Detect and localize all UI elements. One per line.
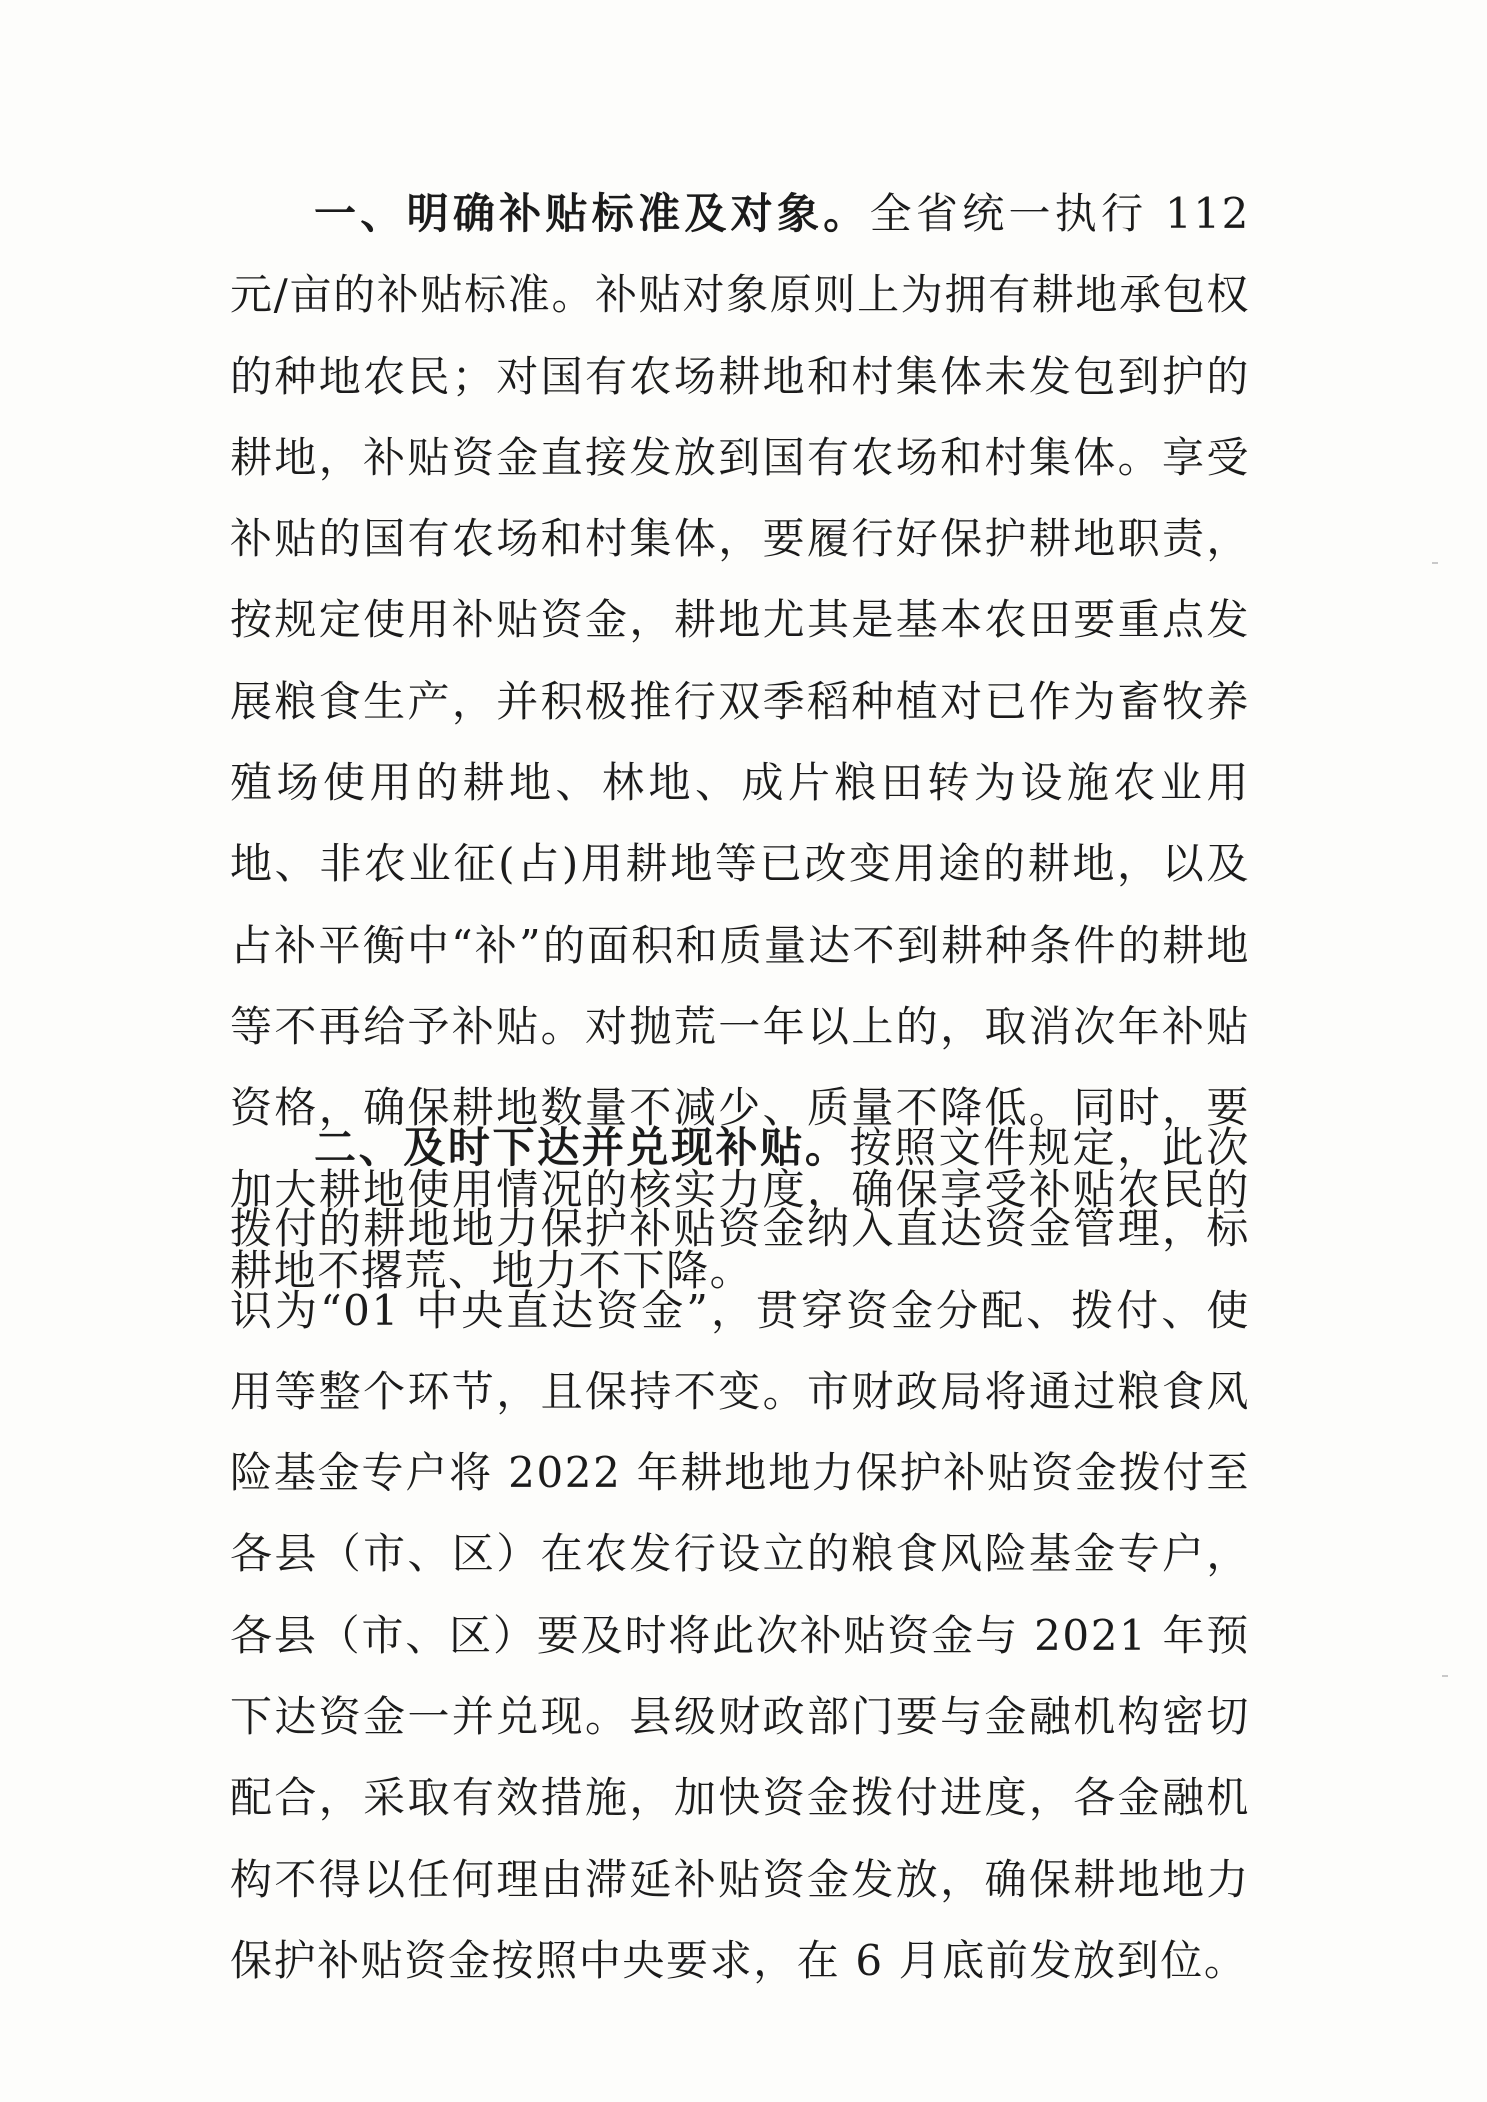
section-body: 全省统一执行 112 元/亩的补贴标准。补贴对象原则上为拥有耕地承包权的种地农民；对国有农场耕地和村集体未发包到护的耕地，补贴资金直接发放到国有农场和村集体。享受补贴的国有农场和村集体，要履行好保护耕地职责，按规定使用补贴资金，耕地尤其是基本农田要重点发展粮食生产，并积极推行双季稻种植对已作为畜牧养殖场使用的耕地、林地、成片粮田转为设施农业用地、非农业征(占)用耕地等已改变用途的耕地，以及占补平衡中“补”的面积和质量达不到耕种条件的耕地等不再给予补贴。对抛荒一年以上的，取消次年补贴资格，确保耕地数量不减少、质量不降低。同时，要加大耕地使用情况的核实力度，确保享受补贴农民的耕地不撂荒、地力不下降。 [230, 189, 1250, 1295]
scan-speck [1442, 1675, 1448, 1677]
section-paragraph [230, 1107, 1250, 2001]
section-body: 按照文件规定，此次拨付的耕地地力保护补贴资金纳入直达资金管理，标识为“01 中央直达资金”，贯穿资金分配、拨付、使用等整个环节，且保持不变。市财政局将通过粮食风险基金专户将 2022 年耕地地力保护补贴资金拨付至各县（市、区）在农发行设立的粮食风险基金专户，各县（市、区）要及时将此次补贴资金与 2021 年预下达资金一并兑现。县级财政部门要与金融机构密切配合，采取有效措施，加快资金拨付进度，各金融机构不得以任何理由滞延补贴资金发放，确保耕地地力保护补贴资金按照中央要求，在 6 月底前发放到位。 [230, 1123, 1250, 1985]
scan-speck [1432, 562, 1438, 564]
section-heading: 二、及时下达并兑现补贴。 [314, 1123, 850, 1172]
section-heading: 一、明确补贴标准及对象。 [314, 189, 870, 238]
